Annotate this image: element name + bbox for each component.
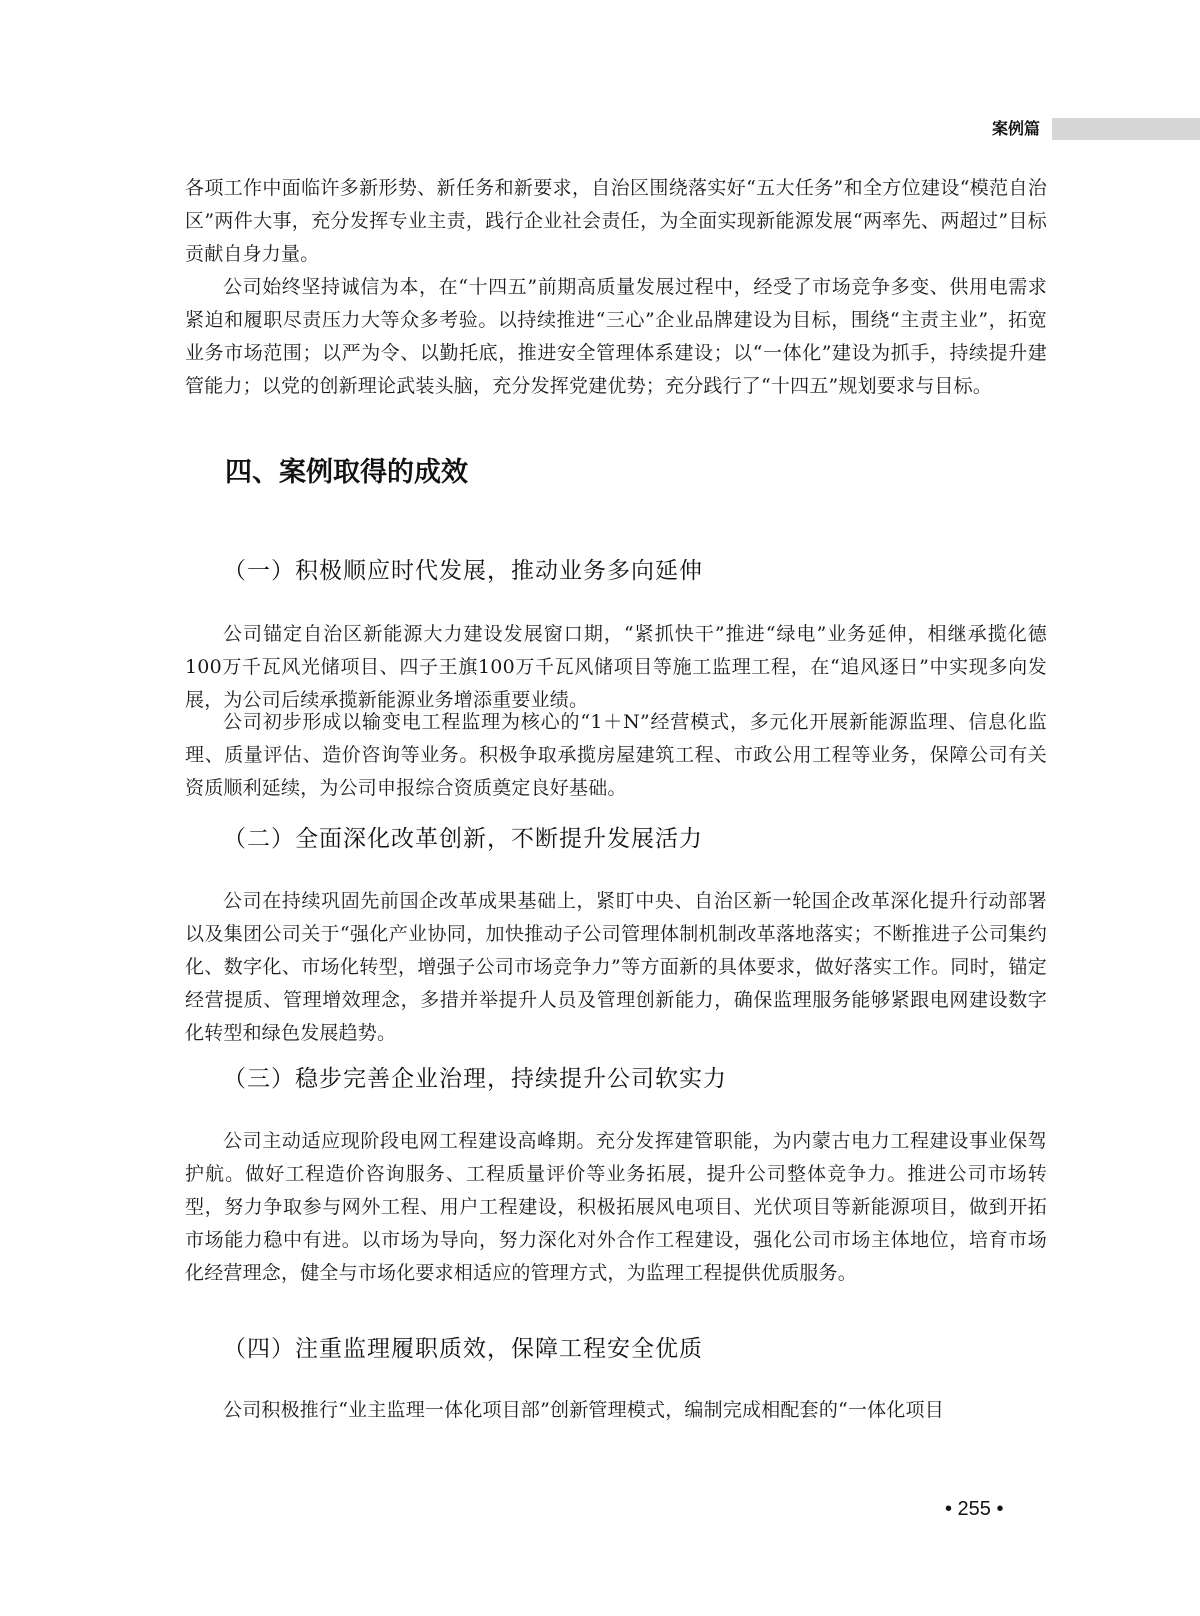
subsection-heading: （三）稳步完善企业治理，持续提升公司软实力 <box>223 1066 727 1092</box>
header-decor-bar <box>1052 118 1200 140</box>
page-number: • 255 • <box>945 1498 1004 1520</box>
paragraph: 公司始终坚持诚信为本，在“十四五”前期高质量发展过程中，经受了市场竞争多变、供用电需求紧迫和履职尽责压力大等众多考验。以持续推进“三心”企业品牌建设为目标，围绕“主责主业”，拓宽业务市场范围；以严为令、以勤托底，推进安全管理体系建设；以“一体化”建设为抓手，持续提升建管能力；以党的创新理论武装头脑，充分发挥党建优势；充分践行了“十四五”规划要求与目标。 <box>185 276 1047 397</box>
subsection-heading: （二）全面深化改革创新，不断提升发展活力 <box>223 826 703 852</box>
paragraph: 公司在持续巩固先前国企改革成果基础上，紧盯中央、自治区新一轮国企改革深化提升行动部署以及集团公司关于“强化产业协同，加快推动子公司管理体制机制改革落地落实；不断推进子公司集约化、数字化、市场化转型，增强子公司市场竞争力”等方面新的具体要求，做好落实工作。同时，锚定经营提质、管理增效理念，多措并举提升人员及管理创新能力，确保监理服务能够紧跟电网建设数字化转型和绿色发展趋势。 <box>185 890 1047 1044</box>
paragraph: 公司主动适应现阶段电网工程建设高峰期。充分发挥建管职能，为内蒙古电力工程建设事业保驾护航。做好工程造价咨询服务、工程质量评价等业务拓展，提升公司整体竞争力。推进公司市场转型，努力争取参与网外工程、用户工程建设，积极拓展风电项目、光伏项目等新能源项目，做到开拓市场能力稳中有进。以市场为导向，努力深化对外合作工程建设，强化公司市场主体地位，培育市场化经营理念，健全与市场化要求相适应的管理方式，为监理工程提供优质服务。 <box>185 1130 1047 1284</box>
subsection-heading: （四）注重监理履职质效，保障工程安全优质 <box>223 1336 703 1362</box>
subsection-heading: （一）积极顺应时代发展，推动业务多向延伸 <box>223 558 703 584</box>
paragraph: 公司初步形成以输变电工程监理为核心的“1＋N”经营模式，多元化开展新能源监理、信息化监理、质量评估、造价咨询等业务。积极争取承揽房屋建筑工程、市政公用工程等业务，保障公司有关资质顺利延续，为公司申报综合资质奠定良好基础。 <box>185 711 1047 799</box>
running-header <box>992 117 1200 141</box>
section-heading: 四、案例取得的成效 <box>225 457 468 488</box>
paragraph: 公司锚定自治区新能源大力建设发展窗口期，“紧抓快干”推进“绿电”业务延伸，相继承揽化德100万千瓦风光储项目、四子王旗100万千瓦风储项目等施工监理工程，在“追风逐日”中实现多向发展，为公司后续承揽新能源业务增添重要业绩。 <box>185 623 1047 711</box>
paragraph: 公司积极推行“业主监理一体化项目部”创新管理模式，编制完成相配套的“一体化项目 <box>223 1399 944 1421</box>
header-section-label: 案例篇 <box>991 119 1040 138</box>
paragraph: 各项工作中面临许多新形势、新任务和新要求，自治区围绕落实好“五大任务”和全方位建设“模范自治区”两件大事，充分发挥专业主责，践行企业社会责任，为全面实现新能源发展“两率先、两超过”目标贡献自身力量。 <box>185 177 1047 265</box>
